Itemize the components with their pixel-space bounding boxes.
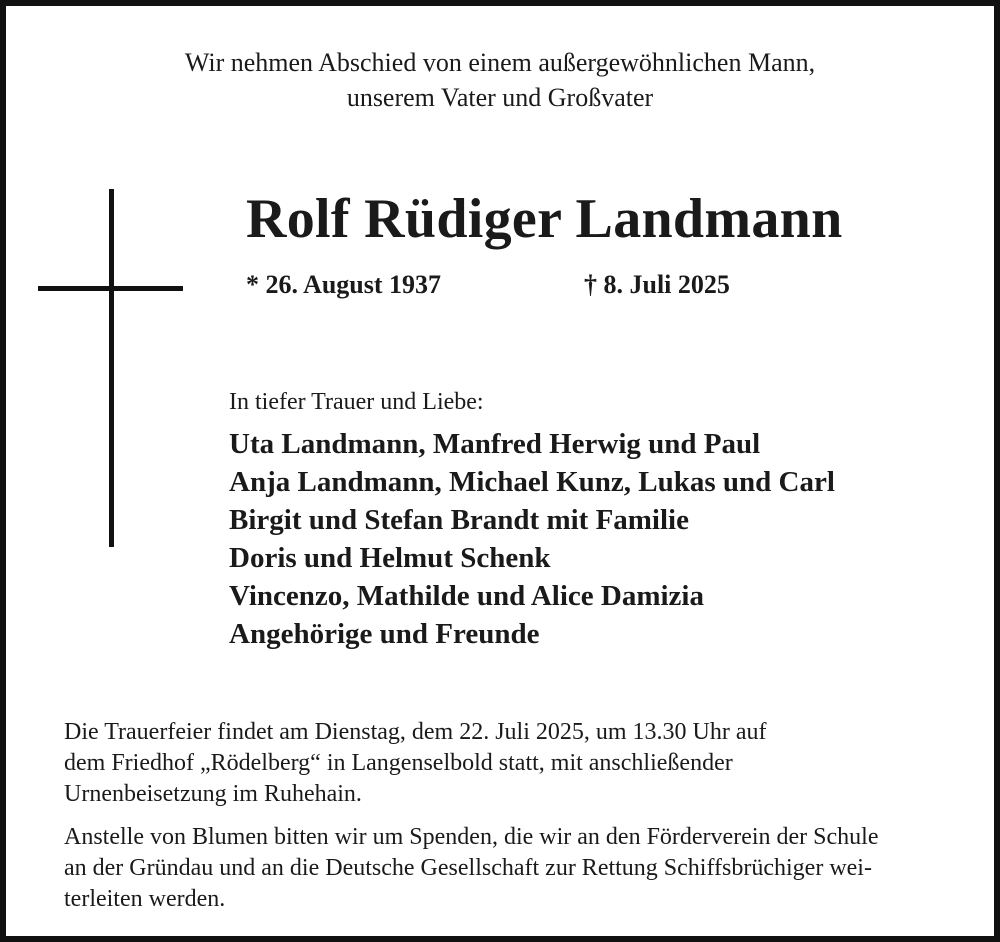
death-date: † 8. Juli 2025 <box>584 270 730 299</box>
funeral-line: dem Friedhof „Rödelberg“ in Langenselbold statt, mit anschließender <box>64 750 733 776</box>
donation-info <box>64 822 954 915</box>
donation-line: an der Gründau und an die Deutsche Gesellschaft zur Rettung Schiffsbrüchiger wei- <box>64 855 872 881</box>
mourner-line: Birgit und Stefan Brandt mit Familie <box>229 504 689 536</box>
mourning-heading: In tiefer Trauer und Liebe: <box>229 389 484 415</box>
funeral-line: Urnenbeisetzung im Ruhehain. <box>64 781 362 807</box>
mourners-list <box>229 425 835 653</box>
intro-line-1: Wir nehmen Abschied von einem außergewöhnlichen Mann, <box>184 48 816 77</box>
deceased-name: Rolf Rüdiger Landmann <box>246 188 843 250</box>
intro-line-2: unserem Vater und Großvater <box>346 83 654 112</box>
cross-vertical-bar <box>109 189 114 547</box>
mourner-line: Uta Landmann, Manfred Herwig und Paul <box>229 428 761 460</box>
donation-line: Anstelle von Blumen bitten wir um Spenden, die wir an den Förderverein der Schule <box>64 824 879 850</box>
funeral-info <box>64 717 864 810</box>
mourner-line: Anja Landmann, Michael Kunz, Lukas und Carl <box>229 466 835 498</box>
mourner-line: Vincenzo, Mathilde und Alice Damizia <box>229 580 704 612</box>
mourner-line: Doris und Helmut Schenk <box>229 542 551 574</box>
mourner-line: Angehörige und Freunde <box>229 618 540 650</box>
funeral-line: Die Trauerfeier findet am Dienstag, dem 22. Juli 2025, um 13.30 Uhr auf <box>64 719 767 745</box>
donation-line: terleiten werden. <box>64 886 226 912</box>
cross-horizontal-bar <box>38 286 183 291</box>
birth-date: * 26. August 1937 <box>246 270 442 299</box>
